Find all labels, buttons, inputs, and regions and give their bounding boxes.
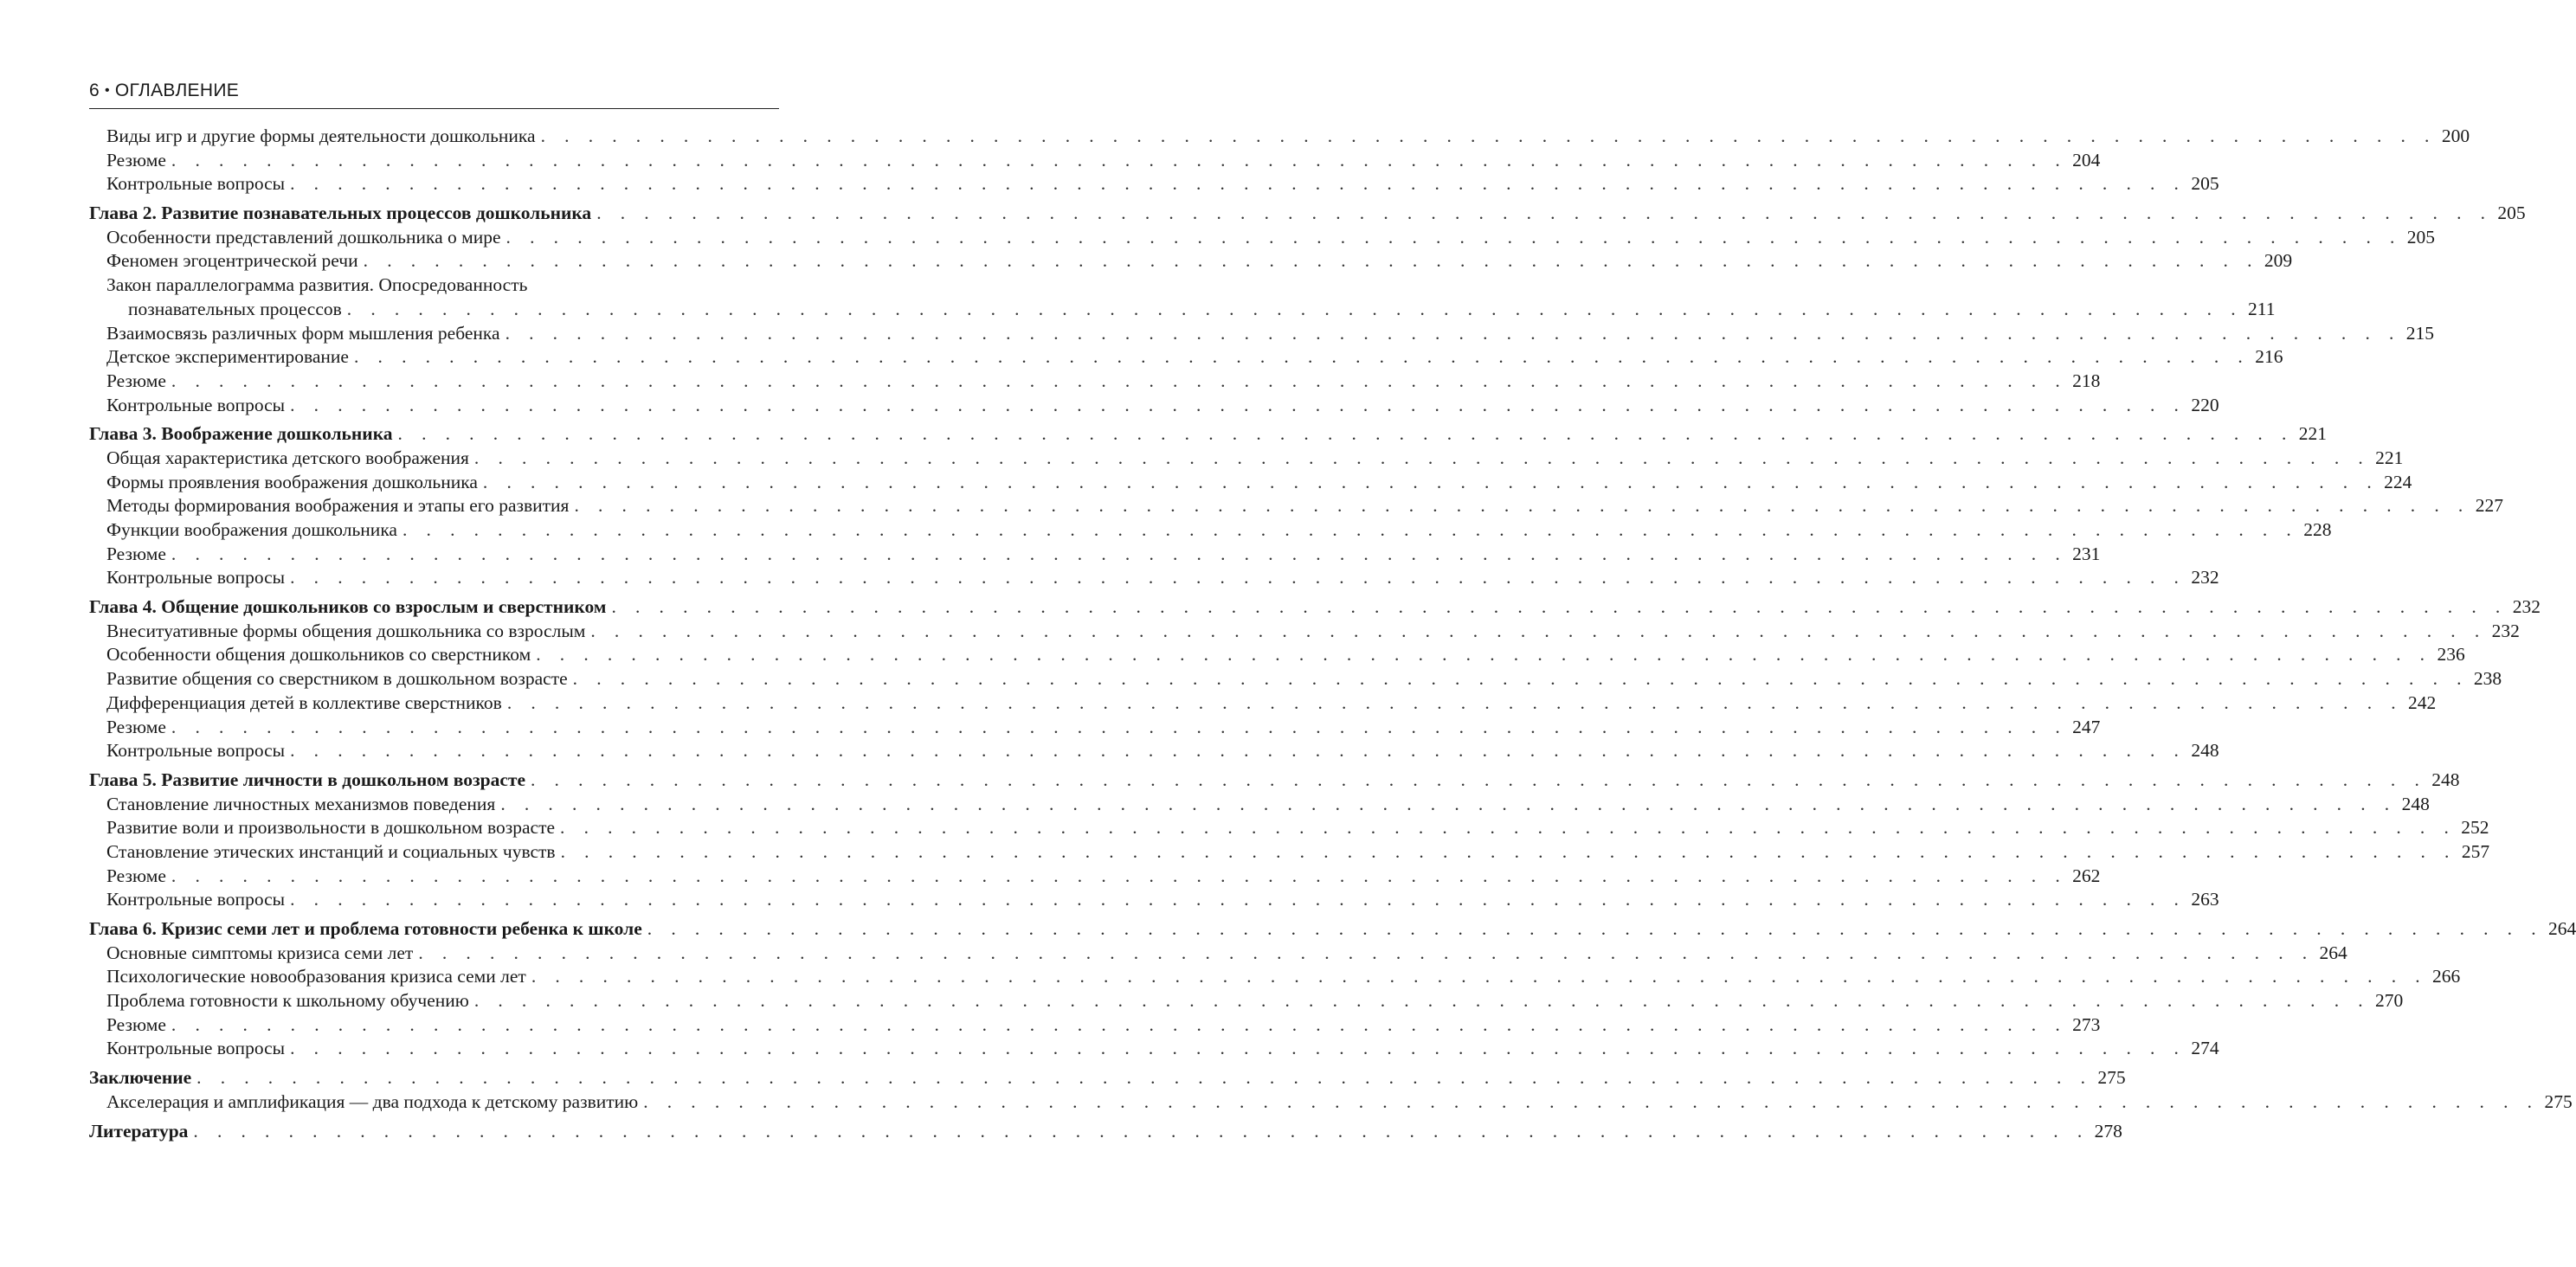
toc-entry-title: Заключение <box>89 1067 192 1089</box>
toc-entry <box>89 816 2489 840</box>
toc-entry-page: 224 <box>2384 471 2412 492</box>
toc-entry <box>89 888 2219 912</box>
dot-leader: . . . . . . . . . . . . . . . . . . . . . . . . . . . . . . . . . . . . . . . . . . . . . . . . . . . . . . . . . . . . . . . . . . . . . . . . . . . . . . . . <box>363 250 2259 272</box>
dot-leader: . . . . . . . . . . . . . . . . . . . . . . . . . . . . . . . . . . . . . . . . . . . . . . . . . . . . . . . . . . . . . . . . . . . . . . . . . . . . . . . . <box>196 1067 2093 1089</box>
dot-leader: . . . . . . . . . . . . . . . . . . . . . . . . . . . . . . . . . . . . . . . . . . . . . . . . . . . . . . . . . . . . . . . . . . . . . . . . . . . . . . . . <box>560 840 2457 862</box>
dot-leader: . . . . . . . . . . . . . . . . . . . . . . . . . . . . . . . . . . . . . . . . . . . . . . . . . . . . . . . . . . . . . . . . . . . . . . . . . . . . . . . . <box>290 1038 2186 1059</box>
dot-leader: . . . . . . . . . . . . . . . . . . . . . . . . . . . . . . . . . . . . . . . . . . . . . . . . . . . . . . . . . . . . . . . . . . . . . . . . . . . . . . . . <box>506 691 2404 713</box>
toc-entry-title: Акселерация и амплификация — два подхода к детскому развитию <box>106 1090 639 1112</box>
toc-entry-title: Резюме <box>106 865 166 886</box>
toc-entry-title: Глава 3. Воображение дошкольника <box>89 423 393 445</box>
toc-entry-page: 248 <box>2191 740 2219 762</box>
toc-entry-title: Основные симптомы кризиса семи лет <box>106 942 414 963</box>
dot-leader: . . . . . . . . . . . . . . . . . . . . . . . . . . . . . . . . . . . . . . . . . . . . . . . . . . . . . . . . . . . . . . . . . . . . . . . . . . . . . . . . <box>647 918 2543 939</box>
toc-entry-page: 262 <box>2072 865 2101 886</box>
dot-leader: . . . . . . . . . . . . . . . . . . . . . . . . . . . . . . . . . . . . . . . . . . . . . . . . . . . . . . . . . . . . . . . . . . . . . . . . . . . . . . . . <box>596 203 2493 224</box>
dot-leader: . . . . . . . . . . . . . . . . . . . . . . . . . . . . . . . . . . . . . . . . . . . . . . . . . . . . . . . . . . . . . . . . . . . . . . . . . . . . . . . . <box>473 447 2371 468</box>
toc-entry-title: Функции воображения дошкольника <box>106 519 397 540</box>
toc-entry-page: 204 <box>2072 149 2101 170</box>
toc-chapter-entry <box>89 595 2541 620</box>
dot-leader: . . . . . . . . . . . . . . . . . . . . . . . . . . . . . . . . . . . . . . . . . . . . . . . . . . . . . . . . . . . . . . . . . . . . . . . . . . . . . . . . <box>590 620 2487 641</box>
toc-chapter-entry <box>89 1066 2126 1090</box>
toc-entry-page: 242 <box>2408 691 2437 713</box>
toc-entry-title: Резюме <box>106 543 166 564</box>
toc-entry-page: 221 <box>2375 447 2404 468</box>
toc-entry-page: 264 <box>2319 942 2347 963</box>
toc-entry <box>89 865 2101 889</box>
dot-leader: . . . . . . . . . . . . . . . . . . . . . . . . . . . . . . . . . . . . . . . . . . . . . . . . . . . . . . . . . . . . . . . . . . . . . . . . . . . . . . . . <box>290 740 2186 762</box>
toc-entry <box>89 447 2404 471</box>
toc-entry-title: Развитие общения со сверстником в дошкольном возрасте <box>106 668 568 690</box>
toc-entry <box>89 370 2101 394</box>
dot-leader: . . . . . . . . . . . . . . . . . . . . . . . . . . . . . . . . . . . . . . . . . . . . . . . . . . . . . . . . . . . . . . . . . . . . . . . . . . . . . . . . <box>171 1013 2068 1035</box>
toc-entry-title: Внеситуативные формы общения дошкольника со взрослым <box>106 620 586 641</box>
toc-entry <box>89 494 2503 518</box>
dot-leader: . . . . . . . . . . . . . . . . . . . . . . . . . . . . . . . . . . . . . . . . . . . . . . . . . . . . . . . . . . . . . . . . . . . . . . . . . . . . . . . . <box>482 471 2380 492</box>
toc-entry <box>89 125 2470 149</box>
dot-leader: . . . . . . . . . . . . . . . . . . . . . . . . . . . . . . . . . . . . . . . . . . . . . . . . . . . . . . . . . . . . . . . . . . . . . . . . . . . . . . . . <box>500 793 2397 814</box>
toc-entry-page: 221 <box>2298 423 2327 445</box>
toc-entry-title: Становление этических инстанций и социальных чувств <box>106 840 556 862</box>
dot-leader: . . . . . . . . . . . . . . . . . . . . . . . . . . . . . . . . . . . . . . . . . . . . . . . . . . . . . . . . . . . . . . . . . . . . . . . . . . . . . . . . <box>171 716 2068 737</box>
toc-entry-title: Виды игр и другие формы деятельности дошкольника <box>106 125 536 146</box>
toc-entry-page: 215 <box>2405 322 2435 344</box>
toc-entry-page: 266 <box>2432 966 2461 987</box>
toc-entry-page: 216 <box>2255 346 2283 368</box>
toc-entry-page: 236 <box>2437 644 2465 666</box>
toc-entry-page: 232 <box>2491 620 2520 641</box>
toc-entry-title: Глава 5. Развитие личности в дошкольном возрасте <box>89 769 525 790</box>
toc-entry <box>89 566 2219 590</box>
toc-entry <box>89 345 2283 370</box>
toc-entry-page: 263 <box>2191 889 2219 910</box>
toc-entry <box>89 172 2219 196</box>
toc-entry <box>89 739 2219 763</box>
dot-leader: . . . . . . . . . . . . . . . . . . . . . . . . . . . . . . . . . . . . . . . . . . . . . . . . . . . . . . . . . . . . . . . . . . . . . . . . . . . . . . . . <box>346 298 2244 319</box>
toc-entry-title: Контрольные вопросы <box>106 173 286 195</box>
toc-entry <box>89 643 2465 667</box>
dot-leader: . . . . . . . . . . . . . . . . . . . . . . . . . . . . . . . . . . . . . . . . . . . . . . . . . . . . . . . . . . . . . . . . . . . . . . . . . . . . . . . . <box>290 173 2186 195</box>
toc-entry-page: 205 <box>2406 226 2436 248</box>
toc-entry-title: Психологические новообразования кризиса семи лет <box>106 966 526 987</box>
toc-entry-page: 205 <box>2497 203 2526 224</box>
toc-entry <box>89 942 2347 966</box>
bullet-separator: • <box>104 83 110 98</box>
dot-leader: . . . . . . . . . . . . . . . . . . . . . . . . . . . . . . . . . . . . . . . . . . . . . . . . . . . . . . . . . . . . . . . . . . . . . . . . . . . . . . . . <box>290 889 2186 910</box>
toc-entry-page: 270 <box>2375 990 2404 1012</box>
table-of-contents <box>89 125 2576 1143</box>
toc-entry-title: познавательных процессов <box>128 298 342 319</box>
section-title: ОГЛАВЛЕНИЕ <box>114 80 240 100</box>
toc-entry <box>89 543 2101 567</box>
toc-chapter-entry <box>89 202 2526 226</box>
toc-entry-title: Взаимосвязь различных форм мышления ребенка <box>106 322 500 344</box>
toc-entry-title: Глава 2. Развитие познавательных процессов дошкольника <box>89 203 592 224</box>
toc-entry <box>89 620 2520 644</box>
toc-entry-title: Глава 6. Кризис семи лет и проблема готовности ребенка к школе <box>89 918 642 939</box>
toc-entry-page: 228 <box>2303 519 2332 540</box>
toc-entry-title: Методы формирования воображения и этапы его развития <box>106 495 570 517</box>
toc-entry-page: 278 <box>2094 1120 2122 1142</box>
dot-leader: . . . . . . . . . . . . . . . . . . . . . . . . . . . . . . . . . . . . . . . . . . . . . . . . . . . . . . . . . . . . . . . . . . . . . . . . . . . . . . . . <box>397 423 2294 445</box>
toc-entry-title: Контрольные вопросы <box>106 889 286 910</box>
dot-leader: . . . . . . . . . . . . . . . . . . . . . . . . . . . . . . . . . . . . . . . . . . . . . . . . . . . . . . . . . . . . . . . . . . . . . . . . . . . . . . . . <box>505 322 2401 344</box>
toc-entry <box>89 226 2436 250</box>
toc-entry-page: 218 <box>2072 370 2101 391</box>
page-number: 6 <box>89 80 100 100</box>
toc-entry-page: 248 <box>2401 793 2430 814</box>
dot-leader: . . . . . . . . . . . . . . . . . . . . . . . . . . . . . . . . . . . . . . . . . . . . . . . . . . . . . . . . . . . . . . . . . . . . . . . . . . . . . . . . <box>531 966 2428 987</box>
toc-entry-page: 205 <box>2191 173 2219 195</box>
dot-leader: . . . . . . . . . . . . . . . . . . . . . . . . . . . . . . . . . . . . . . . . . . . . . . . . . . . . . . . . . . . . . . . . . . . . . . . . . . . . . . . . <box>531 769 2427 790</box>
toc-entry-title: Резюме <box>106 370 166 391</box>
toc-entry-title: Дифференциация детей в коллективе сверстников <box>106 691 502 713</box>
toc-entry <box>89 1013 2101 1038</box>
toc-entry-title: Особенности представлений дошкольника о мире <box>106 226 501 248</box>
toc-chapter-entry <box>89 917 2576 942</box>
toc-entry-title: Формы проявления воображения дошкольника <box>106 471 478 492</box>
toc-entry-page: 232 <box>2512 596 2541 618</box>
toc-entry-page: 274 <box>2191 1038 2219 1059</box>
toc-entry <box>89 518 2332 543</box>
toc-entry <box>89 273 779 298</box>
toc-entry <box>89 149 2101 173</box>
toc-entry-title: Особенности общения дошкольников со сверстником <box>106 644 531 666</box>
toc-entry <box>89 667 2502 691</box>
dot-leader: . . . . . . . . . . . . . . . . . . . . . . . . . . . . . . . . . . . . . . . . . . . . . . . . . . . . . . . . . . . . . . . . . . . . . . . . . . . . . . . . <box>473 990 2371 1012</box>
toc-entry <box>89 1090 2573 1115</box>
toc-entry <box>89 249 2293 273</box>
toc-entry-page: 273 <box>2072 1013 2101 1035</box>
dot-leader: . . . . . . . . . . . . . . . . . . . . . . . . . . . . . . . . . . . . . . . . . . . . . . . . . . . . . . . . . . . . . . . . . . . . . . . . . . . . . . . . <box>560 817 2457 839</box>
dot-leader: . . . . . . . . . . . . . . . . . . . . . . . . . . . . . . . . . . . . . . . . . . . . . . . . . . . . . . . . . . . . . . . . . . . . . . . . . . . . . . . . <box>193 1120 2090 1142</box>
toc-entry-page: 209 <box>2264 250 2293 272</box>
toc-entry <box>89 716 2101 740</box>
toc-entry <box>89 840 2490 865</box>
toc-entry-title: Глава 4. Общение дошкольников со взрослым и сверстником <box>89 596 607 618</box>
header-rule <box>89 108 779 109</box>
toc-entry-title: Детское экспериментирование <box>106 346 349 368</box>
toc-chapter-entry <box>89 422 2327 447</box>
toc-entry-page: 238 <box>2473 668 2502 690</box>
toc-entry-page: 275 <box>2097 1067 2126 1089</box>
toc-entry-title: Развитие воли и произвольности в дошкольном возрасте <box>106 817 556 839</box>
toc-entry-title: Общая характеристика детского воображения <box>106 447 469 468</box>
dot-leader: . . . . . . . . . . . . . . . . . . . . . . . . . . . . . . . . . . . . . . . . . . . . . . . . . . . . . . . . . . . . . . . . . . . . . . . . . . . . . . . . <box>171 865 2068 886</box>
toc-entry-page: 232 <box>2191 567 2219 588</box>
toc-entry-page: 248 <box>2431 769 2460 790</box>
toc-entry <box>89 298 2276 322</box>
toc-entry-page: 231 <box>2072 543 2101 564</box>
dot-leader: . . . . . . . . . . . . . . . . . . . . . . . . . . . . . . . . . . . . . . . . . . . . . . . . . . . . . . . . . . . . . . . . . . . . . . . . . . . . . . . . <box>611 596 2508 618</box>
dot-leader: . . . . . . . . . . . . . . . . . . . . . . . . . . . . . . . . . . . . . . . . . . . . . . . . . . . . . . . . . . . . . . . . . . . . . . . . . . . . . . . . <box>643 1090 2540 1112</box>
toc-entry <box>89 471 2412 495</box>
toc-entry-title: Контрольные вопросы <box>106 394 286 415</box>
toc-entry-title: Закон параллелограмма развития. Опосредованность <box>106 274 528 296</box>
dot-leader: . . . . . . . . . . . . . . . . . . . . . . . . . . . . . . . . . . . . . . . . . . . . . . . . . . . . . . . . . . . . . . . . . . . . . . . . . . . . . . . . <box>171 543 2068 564</box>
toc-entry <box>89 989 2404 1013</box>
toc-entry-page: 257 <box>2461 840 2490 862</box>
toc-entry-page: 211 <box>2248 298 2276 319</box>
toc-entry-title: Контрольные вопросы <box>106 1038 286 1059</box>
toc-entry-page: 275 <box>2544 1090 2573 1112</box>
toc-entry-title: Резюме <box>106 149 166 170</box>
dot-leader: . . . . . . . . . . . . . . . . . . . . . . . . . . . . . . . . . . . . . . . . . . . . . . . . . . . . . . . . . . . . . . . . . . . . . . . . . . . . . . . . <box>171 370 2068 391</box>
toc-chapter-entry <box>89 769 2460 793</box>
toc-entry-title: Контрольные вопросы <box>106 567 286 588</box>
dot-leader: . . . . . . . . . . . . . . . . . . . . . . . . . . . . . . . . . . . . . . . . . . . . . . . . . . . . . . . . . . . . . . . . . . . . . . . . . . . . . . . . <box>171 149 2068 170</box>
dot-leader: . . . . . . . . . . . . . . . . . . . . . . . . . . . . . . . . . . . . . . . . . . . . . . . . . . . . . . . . . . . . . . . . . . . . . . . . . . . . . . . . <box>290 567 2186 588</box>
toc-entry-title: Проблема готовности к школьному обучению <box>106 990 469 1012</box>
toc-entry-title: Резюме <box>106 1013 166 1035</box>
dot-leader: . . . . . . . . . . . . . . . . . . . . . . . . . . . . . . . . . . . . . . . . . . . . . . . . . . . . . . . . . . . . . . . . . . . . . . . . . . . . . . . . <box>506 226 2402 248</box>
toc-entry-page: 227 <box>2475 495 2503 517</box>
dot-leader: . . . . . . . . . . . . . . . . . . . . . . . . . . . . . . . . . . . . . . . . . . . . . . . . . . . . . . . . . . . . . . . . . . . . . . . . . . . . . . . . <box>353 346 2251 368</box>
toc-entry-title: Контрольные вопросы <box>106 740 286 762</box>
dot-leader: . . . . . . . . . . . . . . . . . . . . . . . . . . . . . . . . . . . . . . . . . . . . . . . . . . . . . . . . . . . . . . . . . . . . . . . . . . . . . . . . <box>536 644 2432 666</box>
toc-chapter-entry <box>89 1120 2122 1144</box>
toc-entry-title: Феномен эгоцентрической речи <box>106 250 358 272</box>
toc-entry-page: 220 <box>2191 394 2219 415</box>
toc-entry-page: 200 <box>2441 125 2470 146</box>
toc-entry <box>89 1037 2219 1061</box>
toc-entry-page: 264 <box>2548 918 2576 939</box>
dot-leader: . . . . . . . . . . . . . . . . . . . . . . . . . . . . . . . . . . . . . . . . . . . . . . . . . . . . . . . . . . . . . . . . . . . . . . . . . . . . . . . . <box>540 125 2437 146</box>
running-head <box>89 80 779 101</box>
dot-leader: . . . . . . . . . . . . . . . . . . . . . . . . . . . . . . . . . . . . . . . . . . . . . . . . . . . . . . . . . . . . . . . . . . . . . . . . . . . . . . . . <box>572 668 2469 690</box>
dot-leader: . . . . . . . . . . . . . . . . . . . . . . . . . . . . . . . . . . . . . . . . . . . . . . . . . . . . . . . . . . . . . . . . . . . . . . . . . . . . . . . . <box>290 394 2186 415</box>
toc-entry-page: 247 <box>2072 716 2101 737</box>
dot-leader: . . . . . . . . . . . . . . . . . . . . . . . . . . . . . . . . . . . . . . . . . . . . . . . . . . . . . . . . . . . . . . . . . . . . . . . . . . . . . . . . <box>418 942 2315 963</box>
dot-leader: . . . . . . . . . . . . . . . . . . . . . . . . . . . . . . . . . . . . . . . . . . . . . . . . . . . . . . . . . . . . . . . . . . . . . . . . . . . . . . . . <box>402 519 2299 540</box>
toc-entry <box>89 691 2437 716</box>
toc-entry <box>89 394 2219 418</box>
toc-entry <box>89 322 2435 346</box>
dot-leader: . . . . . . . . . . . . . . . . . . . . . . . . . . . . . . . . . . . . . . . . . . . . . . . . . . . . . . . . . . . . . . . . . . . . . . . . . . . . . . . . <box>574 495 2470 517</box>
toc-entry-title: Резюме <box>106 716 166 737</box>
toc-entry <box>89 793 2430 817</box>
toc-entry-title: Становление личностных механизмов поведения <box>106 793 496 814</box>
toc-entry <box>89 965 2461 989</box>
toc-entry-title: Литература <box>89 1120 189 1142</box>
toc-entry-page: 252 <box>2461 817 2489 839</box>
